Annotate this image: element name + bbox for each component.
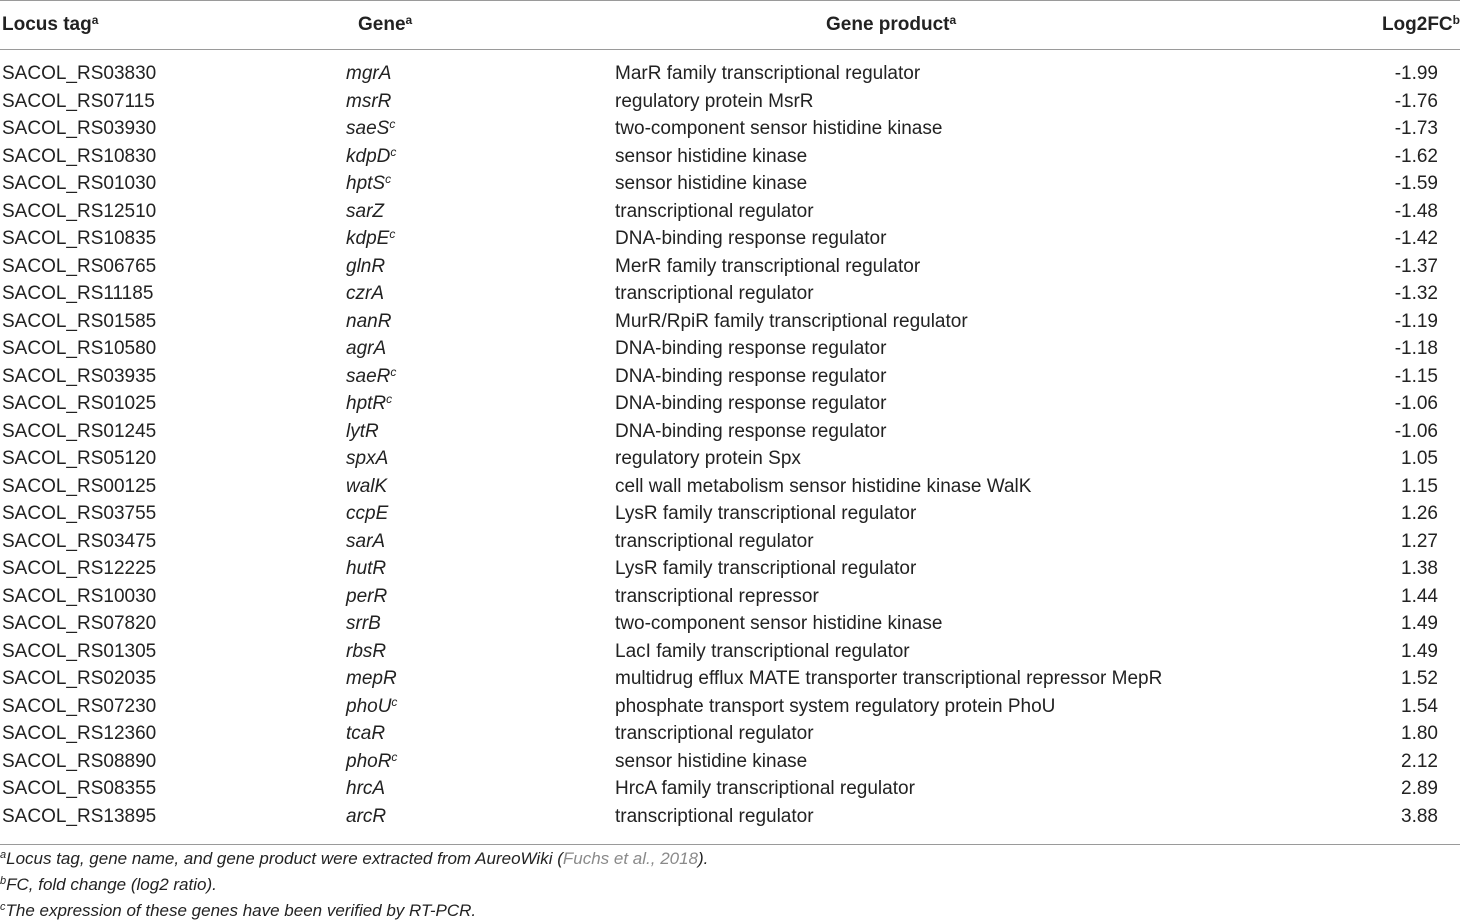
gene-product-cell: sensor histidine kinase	[615, 750, 808, 772]
gene-cell	[346, 586, 387, 608]
locus-tag-cell: SACOL_RS01585	[2, 310, 157, 332]
gene-product-cell: LysR family transcriptional regulator	[615, 558, 917, 579]
gene-product-cell: DNA-binding response regulator	[615, 420, 887, 442]
log2fc-cell: -1.42	[1394, 228, 1438, 249]
locus-tag-cell: SACOL_RS12510	[2, 200, 157, 222]
log2fc-cell: 1.44	[1401, 585, 1438, 607]
gene-product-cell: two-component sensor histidine kinase	[615, 118, 943, 139]
table-row	[0, 145, 1460, 173]
table-row	[0, 310, 1460, 338]
footnote-b: $^b$FC, fold change (log2 ratio).	[0, 875, 217, 894]
gene-product-cell: LacI family transcriptional regulator	[615, 640, 910, 662]
gene-name: phoR	[346, 750, 392, 772]
log2fc-cell: 1.54	[1401, 695, 1438, 717]
log2fc-cell: -1.62	[1394, 145, 1438, 167]
gene-name: hutR	[346, 558, 387, 579]
locus-tag-cell: SACOL_RS13895	[2, 805, 157, 827]
gene-name: hptR	[346, 393, 387, 414]
log2fc-cell: 1.52	[1401, 668, 1438, 689]
table-header	[0, 0, 1460, 50]
table-row	[0, 750, 1460, 778]
gene-name: spxA	[346, 448, 389, 469]
table-row	[0, 695, 1460, 723]
log2fc-cell: -1.37	[1394, 255, 1438, 277]
gene-product-cell: DNA-binding response regulator	[615, 228, 887, 249]
log2fc-cell: 1.49	[1401, 613, 1438, 634]
gene-product-cell: phosphate transport system regulatory protein PhoU	[615, 695, 1056, 717]
gene-name: saeS	[346, 118, 390, 139]
gene-product-cell: DNA-binding response regulator	[615, 338, 887, 359]
gene-cell	[346, 338, 386, 360]
gene-cell	[346, 118, 395, 140]
log2fc-cell: -1.76	[1394, 90, 1438, 112]
gene-cell	[346, 531, 385, 553]
table-row	[0, 585, 1460, 613]
gene-product-cell: MarR family transcriptional regulator	[615, 63, 921, 84]
gene-cell	[346, 366, 396, 388]
gene-name: phoU	[346, 695, 392, 717]
gene-name: lytR	[346, 420, 379, 442]
log2fc-cell: 3.88	[1401, 805, 1438, 827]
gene-cell	[346, 63, 391, 85]
locus-tag-cell: SACOL_RS01025	[2, 393, 157, 414]
gene-cell	[346, 421, 379, 443]
gene-footnote-marker: c	[389, 227, 396, 241]
log2fc-cell: 2.89	[1401, 778, 1438, 799]
citation-link[interactable]: Fuchs et al., 2018	[562, 849, 699, 868]
header-locus-tag: Locus tag$^a$	[2, 13, 99, 35]
table-row	[0, 255, 1460, 283]
gene-cell	[346, 751, 397, 773]
gene-product-cell: LysR family transcriptional regulator	[615, 503, 917, 524]
table-row	[0, 530, 1460, 558]
gene-cell	[346, 696, 397, 718]
gene-name: czrA	[346, 283, 384, 304]
locus-tag-cell: SACOL_RS01030	[2, 173, 157, 194]
log2fc-cell: 2.12	[1401, 750, 1438, 772]
log2fc-cell: 1.27	[1401, 530, 1438, 552]
locus-tag-cell: SACOL_RS10830	[2, 145, 157, 167]
gene-name: mepR	[346, 668, 397, 689]
locus-tag-cell: SACOL_RS05120	[2, 448, 157, 469]
gene-name: rbsR	[346, 640, 387, 662]
header-log2fc: $Log2FC^b$	[1381, 13, 1460, 35]
table-row	[0, 805, 1460, 833]
locus-tag-cell: SACOL_RS10030	[2, 585, 157, 607]
gene-cell	[346, 228, 395, 250]
locus-tag-cell: SACOL_RS07115	[2, 90, 155, 112]
gene-footnote-marker: c	[385, 172, 392, 186]
gene-product-cell: transcriptional regulator	[615, 530, 814, 552]
log2fc-cell: 1.15	[1401, 475, 1438, 497]
log2fc-cell: 1.38	[1401, 558, 1438, 579]
header-gene-product: Gene product$^a$	[826, 13, 957, 35]
table-body	[0, 50, 1460, 845]
gene-cell	[346, 146, 396, 168]
gene-footnote-marker: c	[391, 749, 398, 764]
log2fc-cell: 1.05	[1401, 448, 1438, 469]
gene-cell	[346, 256, 385, 278]
table-row	[0, 282, 1460, 310]
table-row	[0, 117, 1460, 145]
locus-tag-cell: SACOL_RS11185	[2, 283, 154, 304]
locus-tag-cell: SACOL_RS03475	[2, 530, 157, 552]
gene-cell	[346, 723, 385, 745]
locus-tag-cell: SACOL_RS10580	[2, 338, 157, 359]
log2fc-cell: -1.48	[1394, 200, 1438, 222]
gene-product-cell: transcriptional repressor	[615, 585, 819, 607]
table-row	[0, 200, 1460, 228]
gene-product-cell: transcriptional regulator	[615, 723, 814, 744]
gene-name: saeR	[346, 365, 391, 387]
table-row	[0, 502, 1460, 530]
footnote-a: $^a$Locus tag, gene name, and gene product were extracted from AureoWiki (Fuchs et al., 2018).	[0, 849, 709, 868]
gene-product-cell: transcriptional regulator	[615, 805, 814, 827]
table-row	[0, 447, 1460, 475]
gene-product-cell: sensor histidine kinase	[615, 173, 808, 194]
gene-footnote-marker: c	[386, 392, 393, 406]
locus-tag-cell: SACOL_RS07230	[2, 695, 157, 717]
gene-product-cell: HrcA family transcriptional regulator	[615, 778, 915, 799]
log2fc-cell: -1.99	[1394, 63, 1438, 84]
log2fc-cell: 1.80	[1401, 723, 1438, 744]
gene-name: arcR	[346, 805, 387, 827]
locus-tag-cell: SACOL_RS02035	[2, 668, 157, 689]
gene-product-cell: sensor histidine kinase	[615, 145, 808, 167]
gene-product-cell: DNA-binding response regulator	[615, 365, 887, 387]
gene-product-cell: MerR family transcriptional regulator	[615, 255, 921, 277]
gene-cell	[346, 613, 381, 635]
locus-tag-cell: SACOL_RS03935	[2, 365, 157, 387]
log2fc-cell: -1.18	[1394, 338, 1438, 359]
gene-cell	[346, 91, 391, 113]
locus-tag-cell: SACOL_RS12225	[2, 558, 157, 579]
table-row	[0, 475, 1460, 503]
gene-product-cell: regulatory protein MsrR	[615, 90, 814, 112]
locus-tag-cell: SACOL_RS12360	[2, 723, 157, 744]
locus-tag-cell: SACOL_RS03930	[2, 118, 157, 139]
gene-name: srrB	[346, 613, 381, 634]
table-row	[0, 392, 1460, 420]
footnotes	[0, 846, 708, 924]
table-row	[0, 62, 1460, 90]
gene-name: sarZ	[346, 200, 384, 222]
locus-tag-cell: SACOL_RS08355	[2, 778, 157, 799]
gene-name: ccpE	[346, 503, 389, 524]
gene-name: tcaR	[346, 723, 386, 744]
log2fc-cell: -1.06	[1394, 420, 1438, 442]
locus-tag-cell: SACOL_RS00125	[2, 475, 157, 497]
gene-name: kdpD	[346, 145, 391, 167]
gene-footnote-marker: c	[390, 144, 397, 159]
table-row	[0, 337, 1460, 365]
gene-cell	[346, 558, 386, 580]
locus-tag-cell: SACOL_RS06765	[2, 255, 157, 277]
table-row	[0, 227, 1460, 255]
gene-cell	[346, 503, 388, 525]
table-row	[0, 612, 1460, 640]
table-row	[0, 777, 1460, 805]
gene-cell	[346, 393, 392, 415]
log2fc-cell: -1.32	[1394, 283, 1438, 304]
gene-product-cell: DNA-binding response regulator	[615, 393, 887, 414]
gene-cell	[346, 641, 386, 663]
gene-cell	[346, 173, 391, 195]
locus-tag-cell: SACOL_RS10835	[2, 228, 157, 249]
gene-product-cell: transcriptional regulator	[615, 283, 814, 304]
gene-cell	[346, 311, 391, 333]
gene-name: hptS	[346, 173, 386, 194]
gene-product-cell: multidrug efflux MATE transporter transcriptional repressor MepR	[615, 668, 1163, 689]
log2fc-cell: 1.49	[1401, 640, 1438, 662]
gene-product-cell: cell wall metabolism sensor histidine kinase WalK	[615, 475, 1032, 497]
table-row	[0, 557, 1460, 585]
gene-name: msrR	[346, 90, 392, 112]
locus-tag-cell: SACOL_RS01245	[2, 420, 157, 442]
locus-tag-cell: SACOL_RS03830	[2, 63, 157, 84]
gene-product-cell: regulatory protein Spx	[615, 448, 801, 469]
gene-name: mgrA	[346, 63, 392, 84]
table-row	[0, 722, 1460, 750]
locus-tag-cell: SACOL_RS03755	[2, 503, 157, 524]
gene-footnote-marker: c	[389, 117, 396, 131]
gene-name: sarA	[346, 530, 386, 552]
table-row	[0, 640, 1460, 668]
footnote-c: $^c$The expression of these genes have been verified by RT-PCR.	[0, 901, 477, 920]
gene-cell	[346, 476, 387, 498]
gene-cell	[346, 806, 386, 828]
log2fc-cell: -1.59	[1394, 173, 1438, 194]
gene-name: walK	[346, 475, 388, 497]
log2fc-cell: -1.19	[1394, 310, 1438, 332]
gene-name: perR	[346, 585, 388, 607]
gene-footnote-marker: c	[390, 364, 397, 379]
header-gene: Gene$^a$	[358, 13, 413, 35]
gene-cell	[346, 448, 388, 470]
table-row	[0, 172, 1460, 200]
log2fc-cell: -1.15	[1394, 365, 1438, 387]
log2fc-cell: -1.73	[1394, 118, 1438, 139]
gene-cell	[346, 201, 384, 223]
gene-cell	[346, 668, 397, 690]
gene-product-cell: two-component sensor histidine kinase	[615, 613, 943, 634]
table-row	[0, 365, 1460, 393]
gene-cell	[346, 778, 385, 800]
gene-cell	[346, 283, 384, 305]
gene-name: agrA	[346, 338, 387, 359]
table-row	[0, 667, 1460, 695]
gene-name: glnR	[346, 255, 386, 277]
table-row	[0, 90, 1460, 118]
gene-name: kdpE	[346, 228, 390, 249]
locus-tag-cell: SACOL_RS08890	[2, 750, 157, 772]
table-row	[0, 420, 1460, 448]
gene-product-cell: MurR/RpiR family transcriptional regulator	[615, 310, 968, 332]
gene-name: hrcA	[346, 778, 386, 799]
locus-tag-cell: SACOL_RS07820	[2, 613, 157, 634]
locus-tag-cell: SACOL_RS01305	[2, 640, 157, 662]
gene-name: nanR	[346, 310, 392, 332]
gene-footnote-marker: c	[391, 694, 398, 709]
log2fc-cell: -1.06	[1394, 393, 1438, 414]
log2fc-cell: 1.26	[1401, 503, 1438, 524]
gene-product-cell: transcriptional regulator	[615, 200, 814, 222]
